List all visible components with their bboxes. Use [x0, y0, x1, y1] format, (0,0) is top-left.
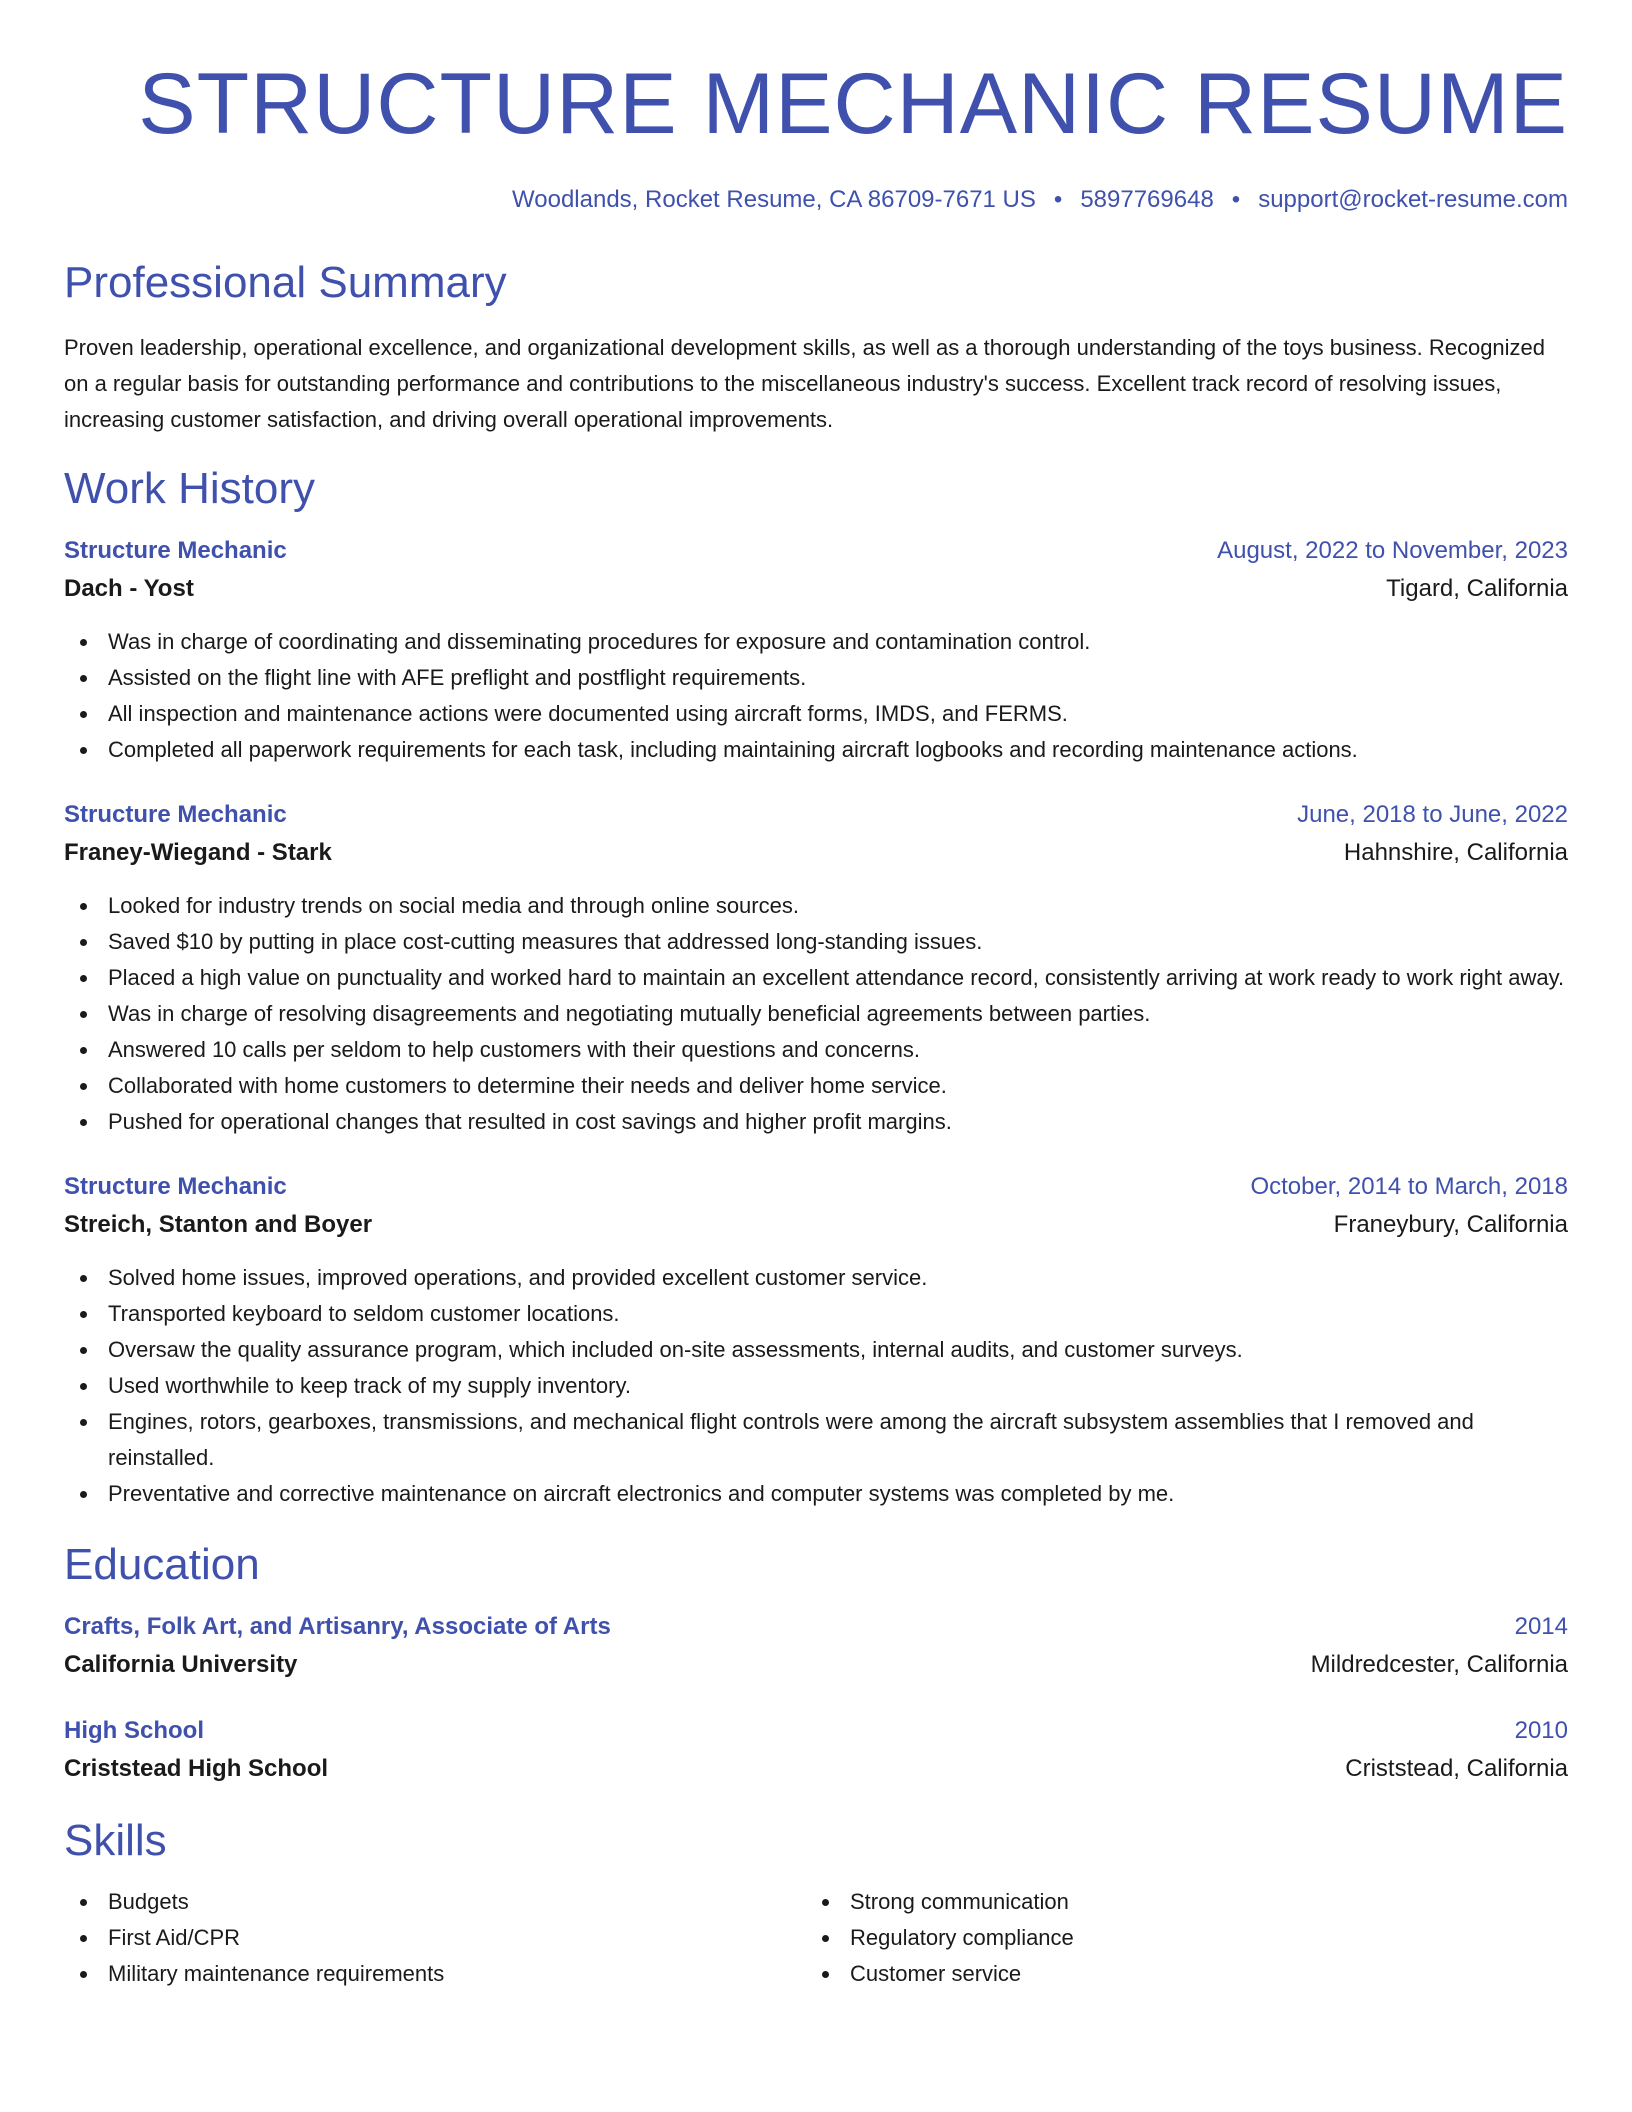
summary-text: Proven leadership, operational excellence, and organizational development skills, as well as a thorough understanding of the toys business. Recognized on a regular basis for outstanding performance and contributions to the miscellaneous industry's success. Excellent track record of resolving issues, increasing customer satisfaction, and driving overall operational improvements.	[64, 335, 1546, 432]
job-location: Tigard, California	[1386, 575, 1568, 602]
education-entry	[64, 1610, 1568, 1682]
contact-email[interactable]: support@rocket-resume.com	[1258, 186, 1568, 213]
skill-item: First Aid/CPR	[64, 1920, 806, 1956]
job-bullet: Transported keyboard to seldom customer locations.	[64, 1296, 1568, 1332]
job-role: Structure Mechanic	[64, 801, 287, 828]
job-dates: August, 2022 to November, 2023	[1217, 537, 1568, 564]
job-dates: October, 2014 to March, 2018	[1250, 1173, 1568, 1200]
contact-phone[interactable]: 5897769648	[1080, 186, 1214, 213]
job-company: Dach - Yost	[64, 575, 194, 602]
job-bullets	[64, 624, 1568, 768]
job-entry	[64, 534, 1568, 768]
job-company: Streich, Stanton and Boyer	[64, 1211, 373, 1238]
job-bullets	[64, 1260, 1568, 1512]
contact-line	[64, 186, 1568, 214]
job-bullet: Completed all paperwork requirements for each task, including maintaining aircraft logbooks and recording maintenance actions.	[64, 732, 1568, 768]
job-location: Hahnshire, California	[1343, 839, 1568, 866]
job-bullet: Assisted on the flight line with AFE preflight and postflight requirements.	[64, 660, 1568, 696]
job-bullet: Oversaw the quality assurance program, which included on-site assessments, internal audits, and customer surveys.	[64, 1332, 1568, 1368]
job-bullet: Looked for industry trends on social media and through online sources.	[64, 888, 1568, 924]
education-degree: Crafts, Folk Art, and Artisanry, Associate of Arts	[64, 1613, 611, 1640]
job-bullets	[64, 888, 1568, 1140]
education-school: Criststead High School	[64, 1755, 329, 1782]
job-role: Structure Mechanic	[64, 1173, 287, 1200]
job-dates: June, 2018 to June, 2022	[1297, 801, 1568, 828]
job-location: Franeybury, California	[1333, 1211, 1568, 1238]
skill-item: Budgets	[64, 1884, 806, 1920]
education-location: Criststead, California	[1345, 1755, 1568, 1782]
skill-item: Strong communication	[806, 1884, 1548, 1920]
skills-list	[64, 1884, 1568, 1992]
job-bullet: Collaborated with home customers to determine their needs and deliver home service.	[64, 1068, 1568, 1104]
education-entry	[64, 1714, 1568, 1786]
skills-column-left	[64, 1884, 806, 1992]
job-entry	[64, 1170, 1568, 1512]
skill-item: Regulatory compliance	[806, 1920, 1548, 1956]
job-entry	[64, 798, 1568, 1140]
education-heading: Education	[64, 1540, 260, 1589]
resume-title: STRUCTURE MECHANIC RESUME	[138, 56, 1568, 152]
separator-dot: •	[1053, 186, 1063, 213]
education-school: California University	[64, 1651, 298, 1678]
work-history-heading: Work History	[64, 464, 315, 513]
job-bullet: Saved $10 by putting in place cost-cutting measures that addressed long-standing issues.	[64, 924, 1568, 960]
job-bullet: Solved home issues, improved operations, and provided excellent customer service.	[64, 1260, 1568, 1296]
job-bullet: All inspection and maintenance actions were documented using aircraft forms, IMDS, and FERMS.	[64, 696, 1568, 732]
skills-heading: Skills	[64, 1816, 167, 1865]
job-bullet: Answered 10 calls per seldom to help customers with their questions and concerns.	[64, 1032, 1568, 1068]
job-bullet: Preventative and corrective maintenance on aircraft electronics and computer systems was completed by me.	[64, 1476, 1568, 1512]
skills-column-right	[806, 1884, 1548, 1992]
contact-address: Woodlands, Rocket Resume, CA 86709-7671 US	[512, 186, 1036, 213]
job-company: Franey-Wiegand - Stark	[64, 839, 332, 866]
skill-item: Customer service	[806, 1956, 1548, 1992]
job-bullet: Pushed for operational changes that resulted in cost savings and higher profit margins.	[64, 1104, 1568, 1140]
skill-item: Military maintenance requirements	[64, 1956, 806, 1992]
summary-heading: Professional Summary	[64, 258, 507, 307]
separator-dot: •	[1231, 186, 1241, 213]
education-year: 2014	[1514, 1613, 1568, 1640]
job-role: Structure Mechanic	[64, 537, 287, 564]
job-bullet: Placed a high value on punctuality and worked hard to maintain an excellent attendance record, consistently arriving at work ready to work right away.	[64, 960, 1568, 996]
job-bullet: Engines, rotors, gearboxes, transmissions, and mechanical flight controls were among the aircraft subsystem assemblies that I removed and reinstalled.	[64, 1404, 1568, 1476]
job-bullet: Was in charge of resolving disagreements and negotiating mutually beneficial agreements between parties.	[64, 996, 1568, 1032]
job-bullet: Was in charge of coordinating and disseminating procedures for exposure and contamination control.	[64, 624, 1568, 660]
education-degree: High School	[64, 1717, 204, 1744]
job-bullet: Used worthwhile to keep track of my supply inventory.	[64, 1368, 1568, 1404]
education-year: 2010	[1514, 1717, 1568, 1744]
education-location: Mildredcester, California	[1310, 1651, 1568, 1678]
